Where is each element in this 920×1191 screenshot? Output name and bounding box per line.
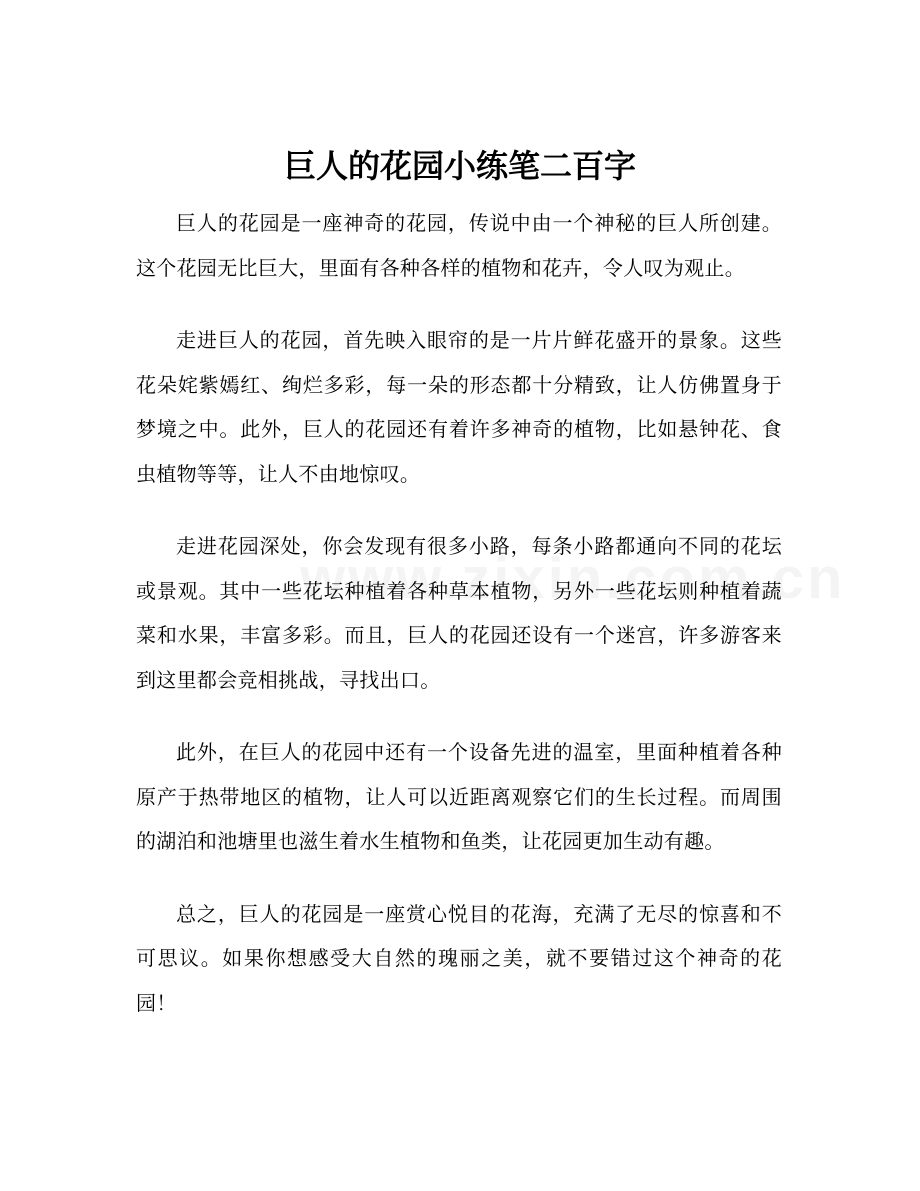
paragraph-5: 总之，巨人的花园是一座赏心悦目的花海，充满了无尽的惊喜和不可思议。如果你想感受大自然的瑰丽之美，就不要错过这个神奇的花园！ <box>136 901 782 1015</box>
paragraph-1: 巨人的花园是一座神奇的花园，传说中由一个神秘的巨人所创建。这个花园无比巨大，里面有各种各样的植物和花卉，令人叹为观止。 <box>136 211 782 280</box>
document-title: 巨人的花园小练笔二百字 <box>283 147 636 185</box>
paragraph-4: 此外，在巨人的花园中还有一个设备先进的温室，里面种植着各种原产于热带地区的植物，让人可以近距离观察它们的生长过程。而周围的湖泊和池塘里也滋生着水生植物和鱼类，让花园更加生动有趣。 <box>136 740 782 853</box>
paragraph-3: 走进花园深处，你会发现有很多小路，每条小路都通向不同的花坛或景观。其中一些花坛种植着各种草本植物，另外一些花坛则种植着蔬菜和水果，丰富多彩。而且，巨人的花园还设有一个迷宫，许多游客来到这里都会竞相挑战，寻找出口。 <box>136 534 782 692</box>
paragraph-2: 走进巨人的花园，首先映入眼帘的是一片片鲜花盛开的景象。这些花朵姹紫嫣红、绚烂多彩，每一朵的形态都十分精致，让人仿佛置身于梦境之中。此外，巨人的花园还有着许多神奇的植物，比如悬钟花、食虫植物等等，让人不由地惊叹。 <box>136 328 782 486</box>
document-body <box>136 201 782 1053</box>
